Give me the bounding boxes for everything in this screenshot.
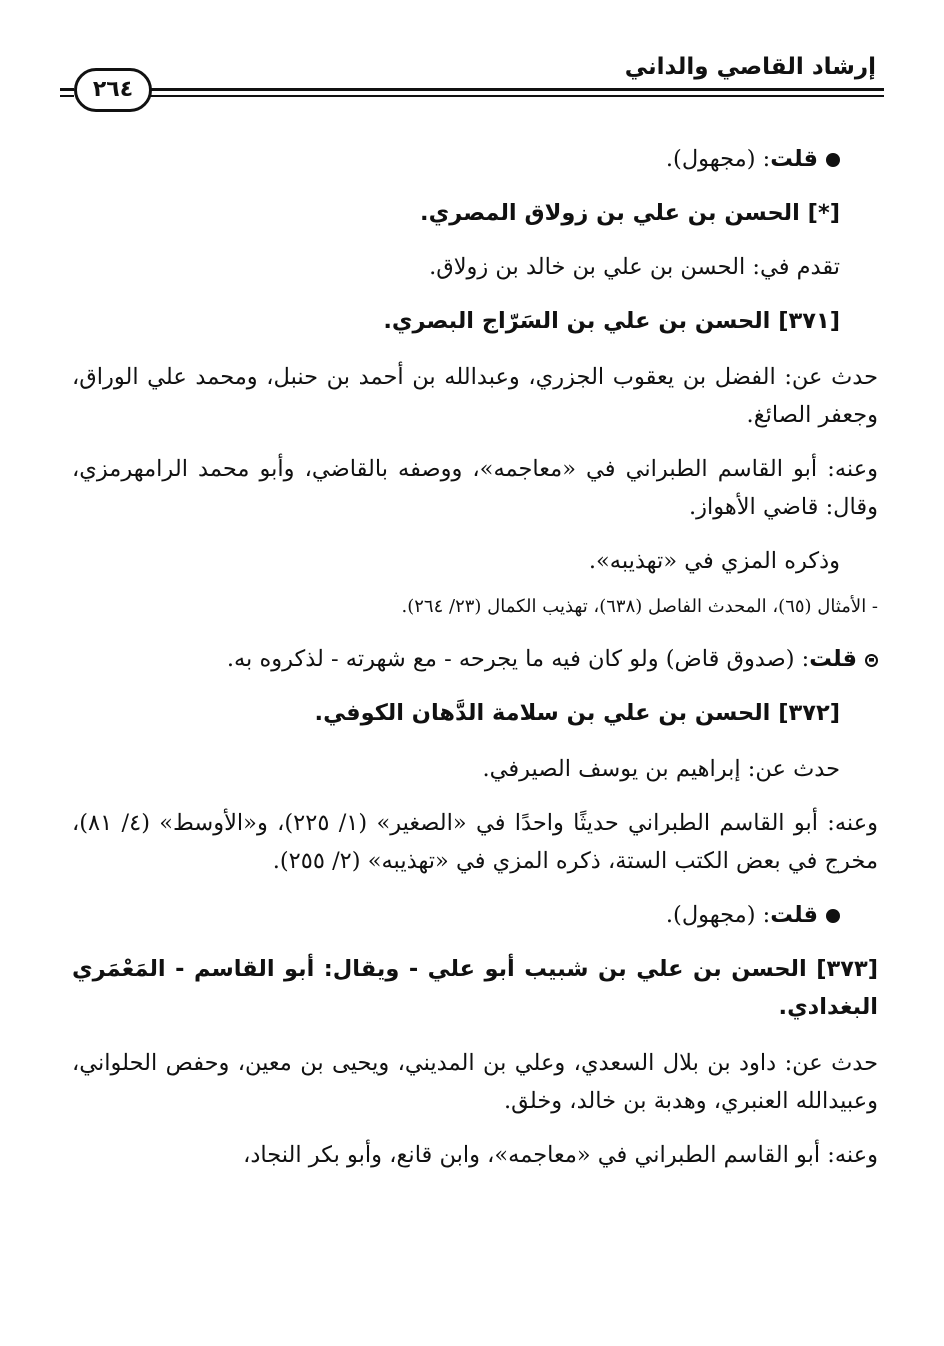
entry-heading-371: [٣٧١] الحسن بن علي بن السَرّاج البصري. xyxy=(383,308,840,334)
narrators-372: وعنه: أبو القاسم الطبراني حديثًا واحدًا في «الصغير» (١/ ٢٢٥)، و«الأوسط» (٤/ ٨١)، مخرج في بعض الكتب الستة، ذكره المزي في «تهذيبه» (٢/ ٢٥٥). xyxy=(72,810,878,874)
page-content xyxy=(72,140,878,1190)
page-number: ٢٦٤ xyxy=(74,68,152,112)
bullet-icon xyxy=(865,654,878,667)
entry-heading-373: [٣٧٣] الحسن بن علي بن شبيب أبو علي - ويقال: أبو القاسم - المَعْمَري البغدادي. xyxy=(72,956,878,1020)
note-unknown-2: قلت: (مجهول). xyxy=(72,896,840,934)
cross-reference: تقدم في: الحسن بن علي بن خالد بن زولاق. xyxy=(429,254,840,280)
header-rule-left-thin xyxy=(60,95,74,97)
narrated-from-373: حدث عن: داود بن بلال السعدي، وعلي بن المديني، ويحيى بن معين، وحفص الحلواني، وعبيدالله العنبري، وهدبة بن خالد، وخلق. xyxy=(72,1050,878,1114)
book-title: إرشاد القاصي والداني xyxy=(624,54,876,80)
narrated-from-371: حدث عن: الفضل بن يعقوب الجزري، وعبدالله بن أحمد بن حنبل، ومحمد علي الوراق، وجعفر الصائغ. xyxy=(72,364,878,428)
bullet-icon xyxy=(826,153,840,167)
bullet-icon xyxy=(826,909,840,923)
header-rule-left-thick xyxy=(60,88,74,91)
page-header xyxy=(60,42,884,102)
narrators-373: وعنه: أبو القاسم الطبراني في «معاجمه»، وابن قانع، وأبو بكر النجاد، xyxy=(243,1142,878,1168)
mention-371: وذكره المزي في «تهذيبه». xyxy=(588,548,840,574)
note-unknown-1: قلت: (مجهول). xyxy=(72,140,840,178)
header-rule-thin xyxy=(118,95,884,97)
entry-heading-zawlaq: [*] الحسن بن علي بن زولاق المصري. xyxy=(420,200,840,226)
narrators-371: وعنه: أبو القاسم الطبراني في «معاجمه»، ووصفه بالقاضي، وأبو محمد الرامهرمزي، وقال: قاضي الأهواز. xyxy=(72,456,878,520)
narrated-from-372: حدث عن: إبراهيم بن يوسف الصيرفي. xyxy=(482,756,840,782)
sources-371: - الأمثال (٦٥)، المحدث الفاصل (٦٣٨)، تهذيب الكمال (٢٣/ ٢٦٤). xyxy=(401,596,878,617)
note-371: قلت: (صدوق قاض) ولو كان فيه ما يجرحه - مع شهرته - لذكروه به. xyxy=(72,640,878,678)
header-rule-thick xyxy=(118,88,884,91)
entry-heading-372: [٣٧٢] الحسن بن علي بن سلامة الدَّهان الكوفي. xyxy=(314,700,840,726)
